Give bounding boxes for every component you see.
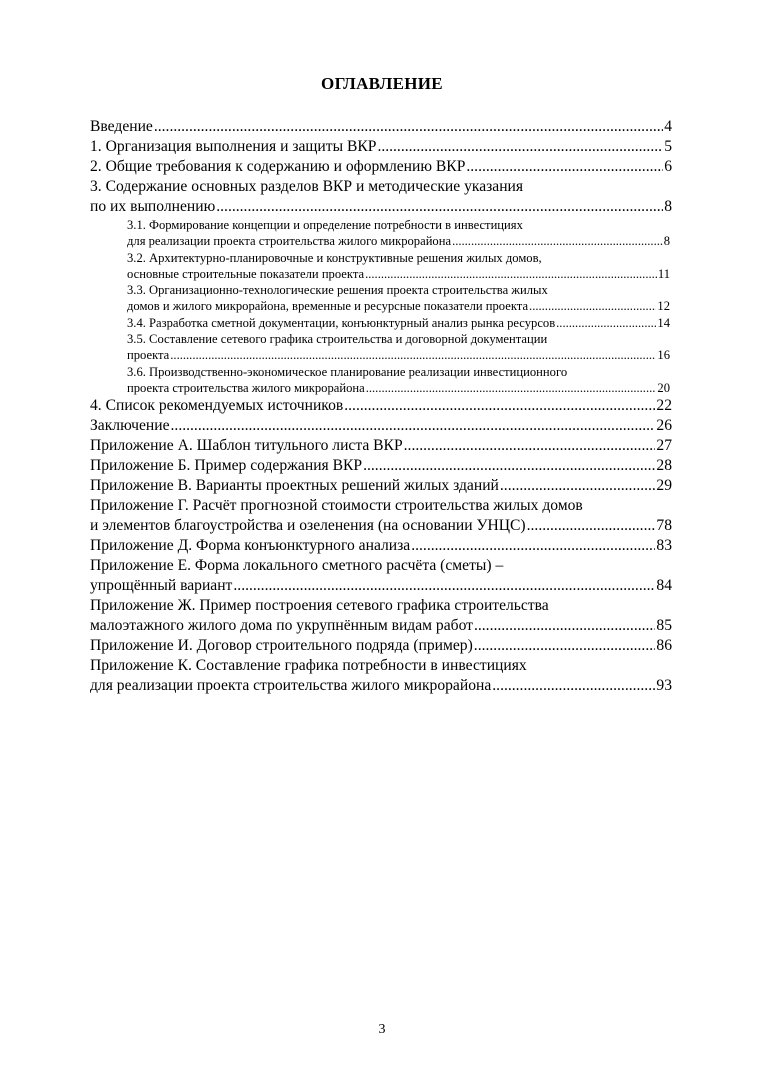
toc-page-number: 22 <box>656 397 672 415</box>
toc-entry-title: по их выполнению <box>90 198 216 215</box>
toc-entry-appendix-zh <box>90 596 672 636</box>
toc-entry-title: Приложение Д. Форма конъюнктурного анализа <box>90 537 411 555</box>
toc-entry-section-3-4 <box>90 315 672 331</box>
toc-page-number: 11 <box>657 266 670 281</box>
toc-entry-section-4 <box>90 396 672 416</box>
leader-dots <box>170 347 656 363</box>
leader-dots <box>365 266 657 282</box>
toc-entry-appendix-a <box>90 436 672 456</box>
toc-entry-title: 3.4. Разработка сметной документации, конъюнктурный анализ рынка ресурсов <box>127 315 556 330</box>
toc-entry-title: Приложение В. Варианты проектных решений жилых зданий <box>90 477 499 495</box>
toc-entry-appendix-v <box>90 476 672 496</box>
leader-dots <box>171 416 656 436</box>
toc-page-number: 26 <box>656 417 672 435</box>
toc-entry-appendix-k <box>90 656 672 696</box>
leader-dots <box>529 298 656 314</box>
toc-entry-title-line: Приложение К. Составление графика потребности в инвестициях <box>90 657 527 675</box>
toc-entry-title-line: Приложение Е. Форма локального сметного расчёта (сметы) – <box>90 557 504 575</box>
toc-entry-introduction <box>90 117 672 137</box>
toc-page-number: 8 <box>663 234 670 249</box>
toc-entry-title: Приложение Б. Пример содержания ВКР <box>90 457 363 475</box>
leader-dots <box>411 536 655 556</box>
toc-entry-title-line: 3.1. Формирование концепции и определение потребности в инвестициях <box>127 218 523 232</box>
toc-page-number: 5 <box>664 138 672 155</box>
toc-entry-conclusion <box>90 416 672 436</box>
leader-dots <box>466 157 663 177</box>
toc-entry-appendix-b <box>90 456 672 476</box>
toc-entry-title: Приложение А. Шаблон титульного листа ВКР <box>90 437 403 455</box>
leader-dots <box>154 117 663 137</box>
toc-page-number: 78 <box>656 517 672 535</box>
toc-entry-title-line: 3.2. Архитектурно-планировочные и конструктивные решения жилых домов, <box>127 250 542 265</box>
leader-dots <box>556 315 656 331</box>
table-of-contents <box>90 117 672 696</box>
leader-dots <box>363 456 655 476</box>
toc-entry-section-3-5 <box>90 331 672 364</box>
toc-entry-title: Введение <box>90 118 153 135</box>
toc-entry-title: проекта строительства жилого микрорайона <box>127 380 365 395</box>
toc-entry-title: для реализации проекта строительства жилого микрорайона <box>90 677 492 695</box>
toc-entry-appendix-d <box>90 536 672 556</box>
toc-entry-title-line: 3. Содержание основных разделов ВКР и методические указания <box>90 178 524 195</box>
toc-page-number: 6 <box>664 158 672 175</box>
leader-dots <box>527 516 656 536</box>
toc-entry-title: Заключение <box>90 417 170 435</box>
toc-entry-section-3-2 <box>90 250 672 283</box>
toc-page-number: 16 <box>657 348 670 363</box>
toc-page-number: 86 <box>656 637 672 655</box>
toc-entry-appendix-e <box>90 556 672 596</box>
toc-entry-title: упрощённый вариант <box>90 577 233 595</box>
leader-dots <box>474 636 656 656</box>
toc-page-number: 93 <box>656 677 672 695</box>
toc-entry-title: 4. Список рекомендуемых источников <box>90 397 344 415</box>
leader-dots <box>216 197 663 217</box>
toc-entry-section-1 <box>90 137 672 157</box>
toc-entry-title-line: 3.3. Организационно-технологические решения проекта строительства жилых <box>127 283 548 298</box>
toc-entry-title-line: Приложение Г. Расчёт прогнозной стоимости строительства жилых домов <box>90 497 583 515</box>
leader-dots <box>233 576 655 596</box>
toc-entry-section-3-6 <box>90 364 672 397</box>
toc-entry-title: 1. Организация выполнения и защиты ВКР <box>90 138 377 155</box>
toc-page-number: 27 <box>656 437 672 455</box>
leader-dots <box>366 380 657 396</box>
toc-entry-title: и элементов благоустройства и озеленения (на основании УНЦС) <box>90 517 526 535</box>
toc-page-number: 12 <box>657 299 670 314</box>
toc-page-number: 28 <box>656 457 672 475</box>
toc-entry-title: проекта <box>127 348 170 363</box>
toc-entry-section-3-1 <box>90 217 672 250</box>
toc-entry-appendix-g <box>90 496 672 536</box>
toc-page-number: 4 <box>664 118 672 135</box>
leader-dots <box>404 436 656 456</box>
toc-entry-title: для реализации проекта строительства жилого микрорайона <box>127 234 452 249</box>
toc-entry-title: основные строительные показатели проекта <box>127 266 365 281</box>
leader-dots <box>377 137 663 157</box>
toc-entry-title-line: Приложение Ж. Пример построения сетевого графика строительства <box>90 597 549 615</box>
toc-page-number: 85 <box>656 617 672 635</box>
leader-dots <box>492 676 655 696</box>
page-title: ОГЛАВЛЕНИЕ <box>321 74 443 93</box>
toc-page-number: 83 <box>656 537 672 555</box>
leader-dots <box>500 476 656 496</box>
toc-entry-title: Приложение И. Договор строительного подряда (пример) <box>90 637 473 655</box>
toc-entry-section-2 <box>90 157 672 177</box>
page-number: 3 <box>378 1022 386 1037</box>
leader-dots <box>344 396 655 416</box>
toc-entry-title: домов и жилого микрорайона, временные и ресурсные показатели проекта <box>127 299 529 314</box>
toc-entry-title-line: 3.6. Производственно-экономическое планирование реализации инвестиционного <box>127 364 568 379</box>
toc-page-number: 8 <box>664 198 672 215</box>
toc-page-number: 20 <box>657 380 670 395</box>
toc-entry-title: малоэтажного жилого дома по укрупнённым видам работ <box>90 617 473 635</box>
leader-dots <box>474 616 655 636</box>
toc-page-number: 14 <box>657 315 670 330</box>
toc-page-number: 84 <box>656 577 672 595</box>
toc-entry-section-3-3 <box>90 282 672 315</box>
toc-page-number: 29 <box>656 477 672 495</box>
toc-entry-appendix-i <box>90 636 672 656</box>
toc-entry-title-line: 3.5. Составление сетевого графика строительства и договорной документации <box>127 332 548 347</box>
toc-entry-section-3 <box>90 177 672 217</box>
leader-dots <box>452 233 663 249</box>
toc-entry-title: 2. Общие требования к содержанию и оформлению ВКР <box>90 158 466 175</box>
